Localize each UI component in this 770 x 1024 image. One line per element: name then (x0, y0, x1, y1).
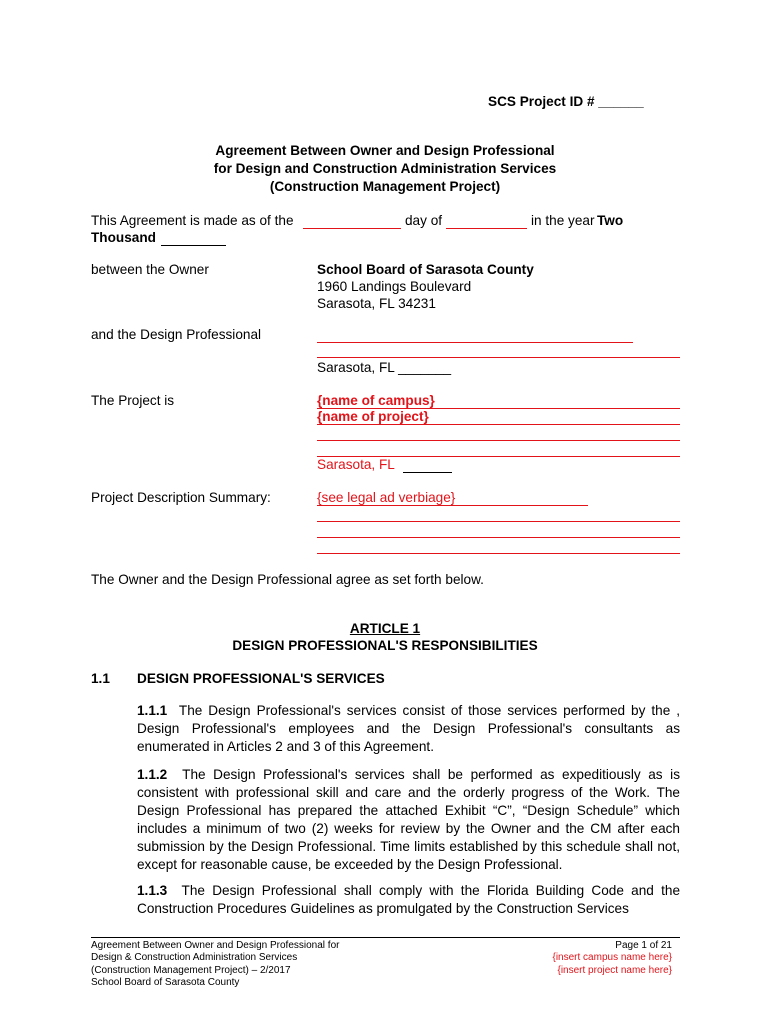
description-line-1 (317, 505, 588, 506)
owner-name: School Board of Sarasota County (317, 262, 534, 277)
dp-city: Sarasota, FL _______ (317, 360, 452, 375)
footer-campus: {insert campus name here} (552, 952, 672, 964)
description-line-3 (317, 537, 680, 538)
project-city: Sarasota, FL (317, 457, 395, 472)
footer-left-line-3: (Construction Management Project) – 2/2017 (91, 964, 291, 976)
title-line-2: for Design and Construction Administration Services (213, 161, 557, 176)
owner-address-2: Sarasota, FL 34231 (317, 296, 436, 311)
day-blank (303, 228, 401, 229)
owner-label: between the Owner (91, 262, 209, 277)
article-number: ARTICLE 1 (349, 621, 421, 636)
paragraph-number: 1.1.3 (137, 883, 168, 898)
month-blank (446, 228, 527, 229)
title-line-3: (Construction Management Project) (269, 179, 501, 194)
paragraph-text: The Design Professional's services shall be performed as expeditiously as is consistent with professional skill and care and the orderly progress of the Work. The Design Professional has prepared the attached Exhibit “C”, “Design Schedule” which includes a minimum of two (2) weeks for review by the Owner and the CM after each submission by the Design Professional. Time limits established by this schedule shall not, except for reasonable cause, be exceeded by the Design Professional. (137, 767, 680, 872)
article-title: DESIGN PROFESSIONAL'S RESPONSIBILITIES (232, 638, 538, 653)
dp-address-line (317, 357, 680, 358)
description-line-4 (317, 553, 680, 554)
title-line-1: Agreement Between Owner and Design Professional (215, 143, 555, 158)
footer-left-line-4: School Board of Sarasota County (91, 977, 240, 989)
thousand-blank (161, 245, 226, 246)
footer-left (91, 940, 339, 990)
project-name-line (317, 424, 680, 425)
section-number: 1.1 (91, 671, 110, 686)
paragraph-number: 1.1.2 (137, 767, 168, 782)
description-label: Project Description Summary: (91, 490, 271, 505)
description-line-2 (317, 521, 680, 522)
agree-text: The Owner and the Design Professional agree as set forth below. (91, 572, 484, 587)
footer-rule (91, 937, 680, 938)
footer-left-line-2: Design & Construction Administration Services (91, 952, 298, 964)
thousand-word: Thousand (91, 230, 156, 245)
intro-text-1: This Agreement is made as of the (91, 213, 294, 228)
year-word: Two (597, 213, 624, 228)
footer-right (552, 940, 672, 977)
paragraph-text: The Design Professional's services consist of those services performed by the , Design Professional's employees and the Design Professional's consultants as enumerated in Articles 2 and 3 of this Agreement. (137, 703, 681, 754)
dp-label: and the Design Professional (91, 327, 262, 342)
project-label: The Project is (91, 393, 175, 408)
intro-text-2: day of (405, 213, 443, 228)
project-city-blank (403, 472, 452, 473)
paragraph-text: The Design Professional shall comply with the Florida Building Code and the Construction Procedures Guidelines as promulgated by the Construction Services (137, 883, 681, 916)
project-name: {name of project} (317, 409, 429, 424)
footer-page-number: Page 1 of 21 (615, 940, 672, 951)
owner-address-1: 1960 Landings Boulevard (317, 279, 472, 294)
paragraph-1-1-2 (137, 766, 680, 874)
section-title: DESIGN PROFESSIONAL'S SERVICES (137, 671, 385, 686)
footer-project: {insert project name here} (557, 964, 672, 976)
project-campus: {name of campus} (317, 393, 435, 408)
dp-name-line (317, 342, 633, 343)
description-value: {see legal ad verbiage} (317, 490, 456, 505)
paragraph-1-1-1 (137, 702, 680, 756)
footer-left-line-1: Agreement Between Owner and Design Professional for (91, 940, 340, 951)
paragraph-1-1-3 (137, 882, 680, 918)
project-blank-line-1 (317, 440, 680, 441)
paragraph-number: 1.1.1 (137, 703, 168, 718)
project-id: SCS Project ID # ______ (488, 94, 644, 109)
intro-text-3: in the year (531, 213, 595, 228)
